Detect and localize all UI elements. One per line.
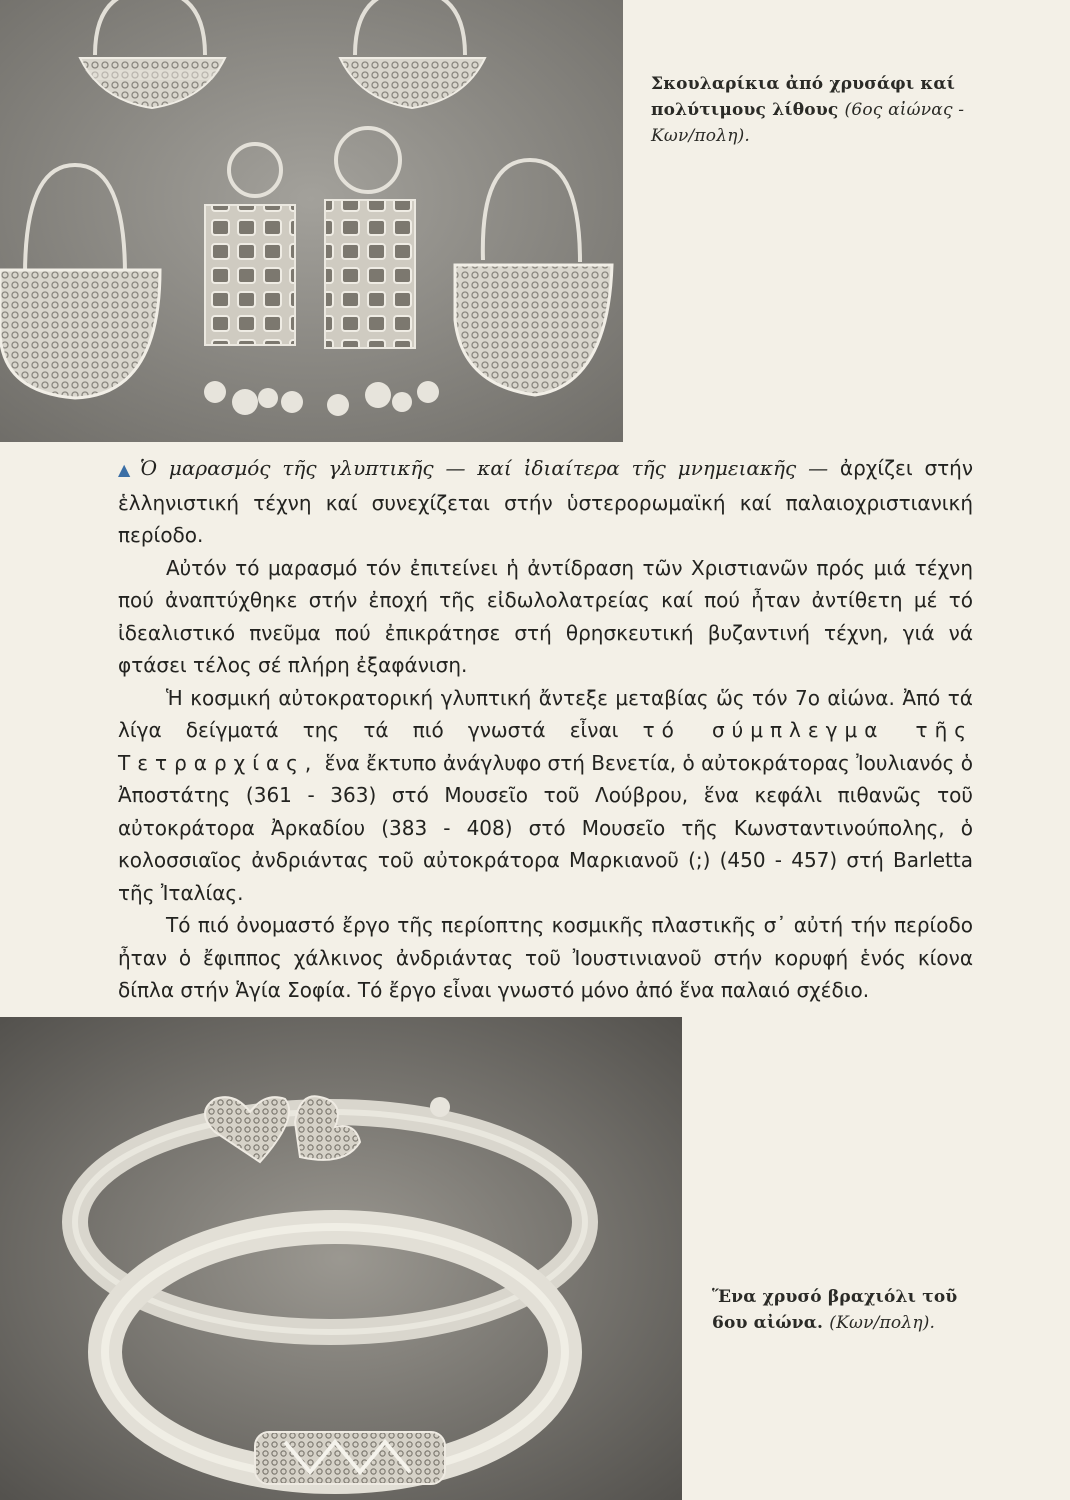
paragraph-2: Αὐτόν τό μαρασμό τόν ἐπιτείνει ἡ ἀντίδραση τῶν Χριστιανῶν πρός μιά τέχνη πού ἀναπτύχθηκε στήν ἐποχή τῆς εἰδωλολατρείας καί πού ἦταν ἀντίθετη μέ τό ἰδεαλιστικό πνεῦμα πού ἐπικράτησε στή θρησκευτική βυζαντινή τέχνη, γιά νά φτάσει τέλος σέ πλήρη ἐξαφάνιση.: [118, 555, 973, 677]
paragraph-3-text-a: Ἡ κοσμική αὐτοκρατορική γλυπτική ἄντεξε μεταβίας ὥς τόν 7ο αἰώνα. Ἀπό τά λίγα δείγματά της τά πιό γνωστά εἶναι: [118, 685, 973, 742]
bracelet-caption-place: (Κων/πολη).: [829, 1313, 936, 1333]
earrings-photo: [0, 0, 623, 442]
bracelet-caption: [712, 1284, 992, 1336]
paragraph-1: [118, 452, 973, 552]
paragraph-3-text-b: ἕνα ἔκτυπο ἀνάγλυφο στή Βενετία, ὁ αὐτοκράτορας Ἰουλιανός ὁ Ἀποστάτης (361 - 363) στό Μουσεῖο τοῦ Λούβρου, ἕνα κεφάλι πιθανῶς τοῦ αὐτοκράτορα Ἀρκαδίου (383 - 408) στό Μουσεῖο τῆς Κωνσταντινούπολης, ὁ κολοσσιαῖος ἀνδριάντας τοῦ αὐτοκράτορα Μαρκιανοῦ (;) (450 - 457) στή Barletta τῆς Ἰταλίας.: [118, 750, 973, 905]
article-body: [118, 452, 973, 1007]
earrings-caption-date: (6ος αἰώνας - Κων/πολη).: [651, 100, 965, 146]
paragraph-4: Τό πιό ὀνομαστό ἔργο τῆς περίοπτης κοσμικῆς πλαστικῆς σ᾽ αὐτή τήν περίοδο ἦταν ὁ ἔφιππος χάλκινος ἀνδριάντας τοῦ Ἰουστινιανοῦ στήν κορυφή ἑνός κίονα δίπλα στήν Ἁγία Σοφία. Τό ἔργο εἶναι γνωστό μόνο ἀπό ἕνα παλαιό σχέδιο.: [118, 913, 973, 1002]
paragraph-3: [118, 682, 973, 910]
triangle-marker-icon: ▲: [118, 460, 136, 479]
paragraph-1-italic: Ὁ μαρασμός τῆς γλυπτικῆς — καί ἰδιαίτερα τῆς μνημειακῆς —: [139, 456, 829, 480]
paragraph-3-spaced: τό σύμπλεγμα τῆς Τετραρχίας,: [118, 718, 974, 775]
paragraph-1-text: ἀρχίζει στήν ἑλληνιστική τέχνη καί συνεχίζεται στήν ὑστερορωμαϊκή καί παλαιοχριστιανική περίοδο.: [118, 456, 974, 547]
bracelet-photo: [0, 1017, 682, 1500]
earrings-caption: [651, 71, 971, 149]
earrings-illustration: [0, 0, 623, 442]
bracelet-caption-title: Ἕνα χρυσό βραχιόλι τοῦ 6ου αἰώνα.: [712, 1287, 958, 1333]
earrings-caption-title: Σκουλαρίκια ἀπό χρυσάφι καί πολύτιμους λίθους: [651, 74, 956, 120]
bracelet-illustration: [0, 1017, 682, 1500]
